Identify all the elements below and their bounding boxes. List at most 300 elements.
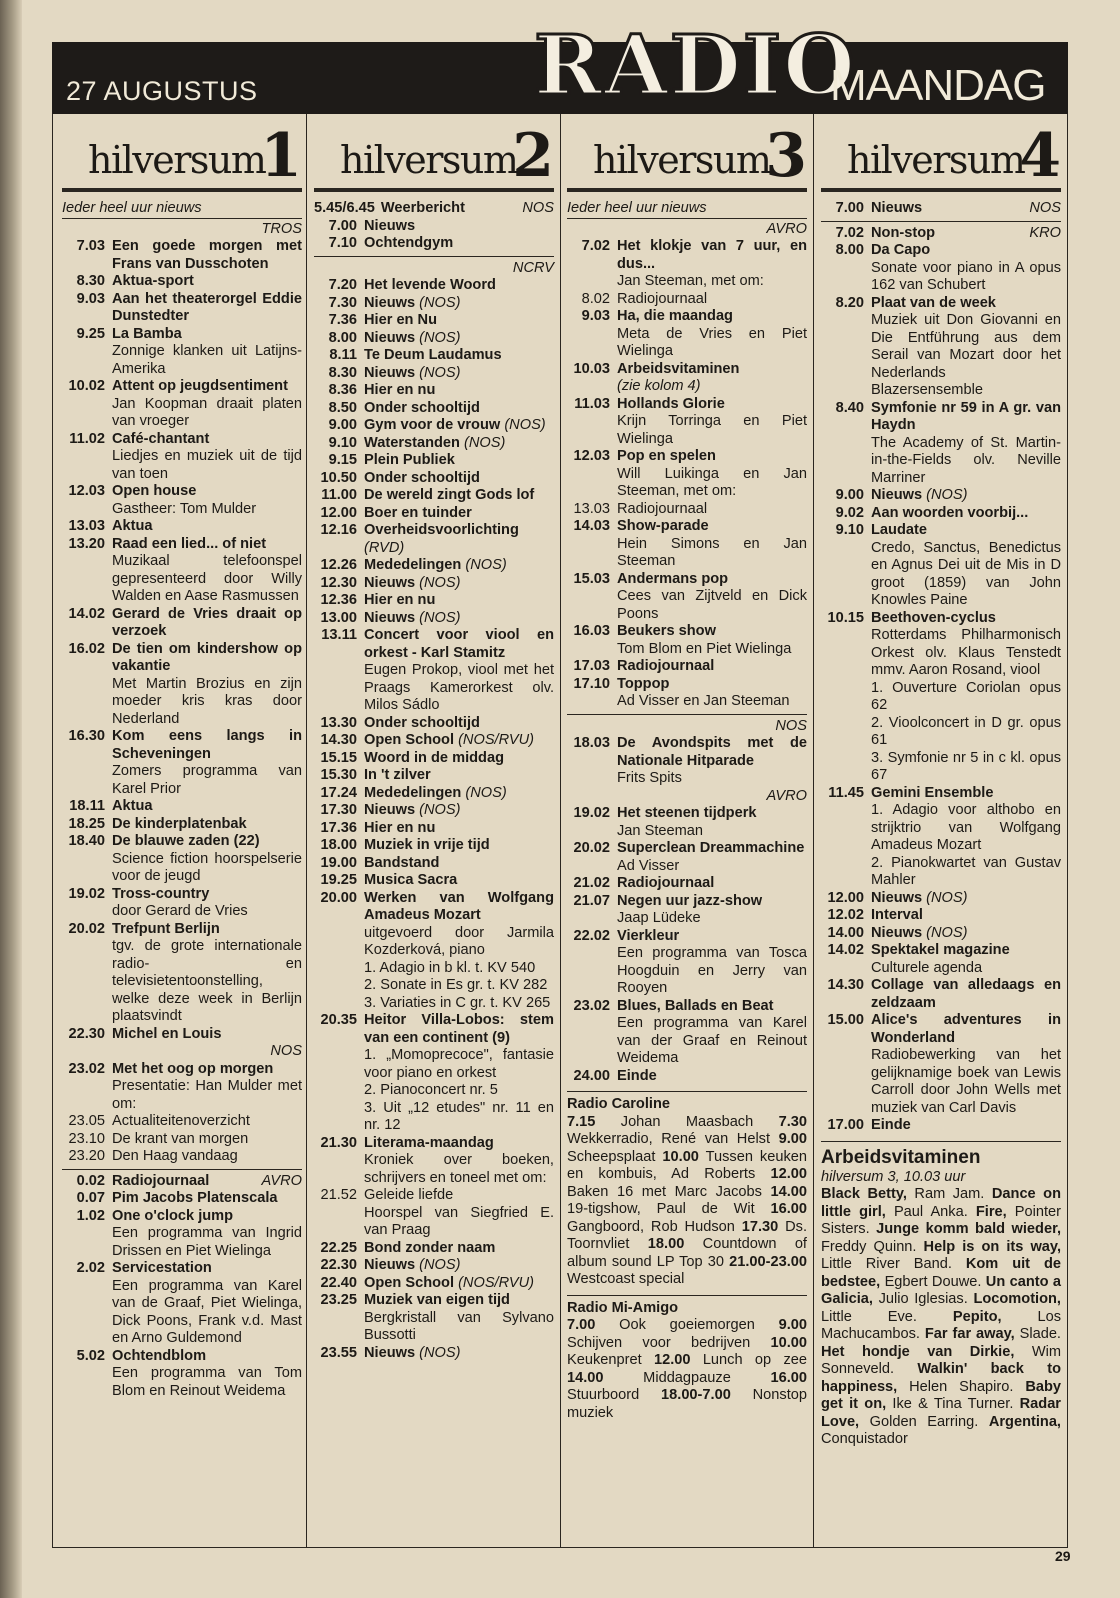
program-item [567,658,807,676]
program-time: 1.02 [76,1207,105,1224]
program-content [112,1148,302,1166]
program-content [617,893,807,928]
program-time: 22.30 [68,1025,105,1042]
program-content [112,641,302,729]
program-item [567,735,807,788]
program-content [364,470,554,488]
program-time: 9.00 [328,417,357,433]
station-name: hilversum [340,138,518,182]
program-description: Hein Simons en Jan Steeman [617,535,807,569]
program-time: 5.45/6.45 [314,200,375,216]
program-title: De Avondspits met de Nationale Hitparade [617,735,807,769]
program-item [314,435,554,453]
program-title: Mededelingen [364,784,462,801]
program-item [821,890,1061,908]
program-description: The Academy of St. Martin-in-the-Fields olv. Neville Marriner [871,434,1061,486]
program-title: Café-chantant [112,430,210,447]
program-title: Met het oog op morgen [112,1060,274,1077]
text-segment: Little River Band. [821,1256,966,1272]
program-title: Boer en tuinder [364,504,472,521]
program-item [314,365,554,383]
program-item [567,623,807,658]
program-description: Sonate voor piano in A opus 162 van Schubert [871,259,1061,293]
program-content [112,483,302,518]
program-content [617,308,807,361]
program-time: 19.00 [320,854,357,871]
program-content [617,735,807,788]
bold-segment: 10.00 [770,1334,807,1351]
program-content [364,820,554,838]
program-description: Muziek uit Don Giovanni en Die Entführung aus dem Serail van Mozart door het Nederlands Blazersensemble [871,312,1061,398]
program-time: 17.30 [320,802,357,818]
program-title: Gerard de Vries draait op verzoek [112,605,302,639]
program-item [62,798,302,816]
program-item [314,200,554,218]
program-title: Aan het theaterorgel Eddie Dunstedter [112,290,302,324]
program-item [314,837,554,855]
program-item [62,1131,302,1149]
program-time: 7.36 [328,312,357,328]
program-title: Hier en nu [364,592,436,608]
program-item [314,330,554,348]
program-time: 0.02 [76,1172,105,1189]
program-title: Servicestation [112,1260,212,1276]
program-broadcaster: (NOS) [419,294,461,311]
column-header [567,118,807,192]
page-number: 29 [1055,1548,1071,1564]
column-hilversum-1 [62,118,302,1400]
program-time: 13.30 [320,714,357,731]
program-title: Geleide liefde [364,1187,454,1203]
program-title: Show-parade [617,518,709,534]
program-time: 8.36 [328,382,357,398]
bold-segment: Pepito, [952,1308,1002,1325]
text-segment: 19-tigshow, Paul de Wit [567,1201,771,1217]
program-title: Michel en Louis [112,1025,222,1042]
program-item [62,1190,302,1208]
program-description: Frits Spits [617,770,682,786]
program-broadcaster: (NOS) [926,889,968,906]
program-content [617,518,807,571]
text-segment: Gangboord, Rob Hudson [567,1218,742,1235]
program-title: Kom eens langs in Scheveningen [112,728,302,762]
bold-segment: Junge komm bald wieder, [876,1221,1061,1237]
block-title: Radio Mi-Amigo [567,1299,679,1316]
program-time: 8.30 [328,364,357,381]
station-number: 4 [1019,121,1061,191]
program-time: 12.26 [320,557,357,573]
program-description: Een programma van Ingrid Drissen en Piet Wielinga [112,1225,302,1259]
program-title: Nieuws [871,889,923,906]
text-segment: Little Eve. [821,1308,953,1325]
program-time: 10.03 [573,360,610,377]
program-content [617,840,807,875]
program-title: Nieuws [364,217,416,234]
bold-segment: 14.00 [567,1369,604,1386]
program-time: 17.36 [320,819,357,836]
program-item [62,378,302,431]
program-time: 23.05 [68,1113,105,1129]
column-divider [813,114,814,1548]
program-time: 7.03 [76,238,105,254]
program-item [62,238,302,273]
program-title: Nieuws [364,329,416,346]
program-piece: 2. Pianoconcert nr. 5 [364,1082,498,1098]
broadcaster-inline: NOS [1029,200,1061,216]
program-content [364,872,554,890]
news-note: Ieder heel uur nieuws [62,200,302,219]
block-subtitle: hilversum 3, 10.03 uur [821,1168,966,1185]
program-content [617,238,807,291]
program-description: door Gerard de Vries [112,903,248,919]
program-time: 18.40 [68,833,105,849]
program-title: Weerbericht [380,200,465,216]
text-segment: Wekkerradio, René van Helst [567,1131,779,1147]
program-time: 21.52 [320,1187,357,1203]
bold-segment: Black Betty, [821,1186,907,1202]
bold-segment: Baby get it on, [821,1378,1061,1412]
bold-segment: 17.30 [741,1218,779,1235]
program-title: Het levende Woord [364,277,496,293]
text-segment: Wim Sonneveld. [821,1343,1061,1377]
program-item [314,855,554,873]
text-segment: Westcoast special [567,1271,685,1287]
program-title: Interval [871,907,923,923]
program-title: Beukers show [617,623,716,639]
column-header [821,118,1061,192]
program-content [364,452,554,470]
program-content [112,886,302,921]
program-title: Te Deum Laudamus [364,347,502,363]
program-content [871,295,1061,400]
program-content [112,728,302,798]
program-time: 8.00 [835,242,864,258]
program-time: 16.30 [68,728,105,744]
program-item [821,522,1061,610]
program-item [314,610,554,628]
program-content [364,330,554,348]
program-item [821,295,1061,400]
program-item [567,1068,807,1086]
program-description: Eugen Prokop, viool met het Praags Kamerorkest olv. Milos Sádlo [364,662,554,713]
divider [62,1169,302,1170]
program-time: 20.35 [320,1012,357,1028]
program-content [617,501,807,519]
program-time: 2.02 [76,1260,105,1276]
program-time: 13.11 [321,627,357,643]
program-title: Ochtendgym [364,235,454,251]
bold-segment: Locomotion, [973,1291,1061,1307]
program-description: Een programma van Karel van der Graaf en Reinout Weidema [617,1015,807,1066]
program-time: 16.02 [68,640,105,657]
program-title: Symfonie nr 59 in A gr. van Haydn [871,399,1061,433]
program-description: Ad Visser en Jan Steeman [617,693,790,709]
program-content [112,518,302,536]
program-time: 11.45 [828,784,864,801]
program-time: 0.07 [76,1190,105,1206]
program-content [364,312,554,330]
program-title: Einde [617,1067,657,1084]
program-item [62,816,302,834]
program-title: Aan woorden voorbij... [871,504,1029,521]
program-broadcaster: (NOS) [419,364,461,381]
program-piece: 2. Pianokwartet van Gustav Mahler [871,854,1061,888]
program-item [314,470,554,488]
program-time: 18.00 [320,837,357,853]
program-title: Aktua [112,518,153,534]
broadcaster-label: AVRO [766,787,807,804]
program-item [567,998,807,1068]
divider [567,714,807,715]
program-broadcaster: (NOS) [504,417,546,433]
news-note: Ieder heel uur nieuws [567,200,807,219]
program-title: Laudate [871,522,927,538]
program-title: Een goede morgen met Frans van Dusschoten [112,238,302,272]
text-segment: Countdown of album sound LP Top 30 [567,1236,807,1270]
program-title: Het klokje van 7 uur, en dus... [617,238,807,272]
program-item [314,627,554,715]
program-content [364,487,554,505]
bold-segment: 16.00 [770,1369,807,1386]
program-time: 7.20 [328,277,357,293]
program-title: Nieuws [364,574,416,591]
program-description: Ad Visser [617,857,680,874]
text-segment: Paul Anka. [885,1203,976,1220]
program-content [364,522,554,557]
program-broadcaster: (NOS) [419,1344,461,1361]
program-title: Bond zonder naam [364,1239,496,1256]
program-time: 8.02 [581,290,610,307]
program-content [617,623,807,658]
program-title: La Bamba [112,325,182,342]
program-time: 23.10 [68,1130,105,1147]
program-description: Cees van Zijtveld en Dick Poons [617,588,807,622]
program-item [314,715,554,733]
program-time: 9.15 [328,452,357,468]
program-content [364,400,554,418]
program-time: 12.00 [320,504,357,521]
program-time: 19.02 [573,805,610,821]
program-content [364,347,554,365]
column-divider [560,114,561,1548]
program-title: Blues, Ballads en Beat [617,997,774,1014]
program-time: 12.00 [827,889,864,906]
block-title: Radio Caroline [567,1096,670,1112]
program-item [821,487,1061,505]
program-item [62,833,302,886]
program-time: 21.30 [320,1134,357,1151]
info-block [567,1091,807,1289]
program-description: Muzikaal telefoonspel gepresenteerd door Willy Walden en Aase Rasmussen [112,553,302,604]
program-description: Gastheer: Tom Mulder [112,500,257,517]
program-title: De krant van morgen [112,1130,249,1147]
program-title: Tross-country [112,885,210,902]
program-item [821,907,1061,925]
program-item [821,242,1061,295]
program-content [364,767,554,785]
program-item [62,326,302,379]
program-title: Vierkleur [617,927,680,944]
program-broadcaster: (NOS) [419,574,461,591]
bold-segment: Dance on little girl, [821,1186,1062,1220]
program-title: One o'clock jump [112,1207,234,1224]
program-item [567,448,807,501]
program-time: 12.03 [573,448,610,464]
program-content [364,750,554,768]
program-time: 7.30 [328,294,357,311]
station-name: hilversum [847,138,1025,182]
program-content [617,676,807,711]
header-section-title: RADIO [534,18,857,114]
broadcaster-label: NCRV [512,259,554,276]
program-description: Krijn Torringa en Piet Wielinga [617,413,807,447]
program-item [567,840,807,875]
program-description: Met Martin Brozius en zijn moeder kris kras door Nederland [112,675,302,727]
program-broadcaster: (NOS) [465,557,507,573]
program-item [62,1148,302,1166]
program-piece: 2. Vioolconcert in D gr. opus 61 [871,714,1061,748]
program-time: 15.03 [573,570,610,587]
text-segment: Stuurboord [567,1387,662,1403]
program-title: Heitor Villa-Lobos: stem van een continent (9) [364,1012,554,1046]
program-title: Het steenen tijdperk [617,805,757,821]
bold-segment: 14.00 [770,1183,807,1200]
program-item [314,785,554,803]
program-description: Een programma van Karel van de Graaf, Piet Wielinga, Dick Poons, Frank v.d. Mast en Arno Guldemond [112,1277,302,1346]
program-content [364,365,554,383]
program-content [871,400,1061,488]
program-title: Attent op jeugdsentiment [112,378,288,394]
program-content [112,238,302,273]
program-item [567,676,807,711]
program-description: Science fiction hoorspelserie voor de jeugd [112,850,302,884]
program-time: 19.02 [68,885,105,902]
program-time: 17.03 [573,658,610,674]
program-content [112,606,302,641]
program-time: 14.02 [68,605,105,622]
program-content [364,837,554,855]
program-title: Superclean Dreammachine [617,840,805,856]
magazine-binding [0,0,22,1598]
program-time: 18.03 [573,735,610,751]
text-segment: Egbert Douwe. [880,1273,986,1290]
text-segment: Julio Iglesias. [872,1291,974,1307]
program-time: 22.30 [320,1257,357,1273]
program-content [364,1292,554,1345]
program-time: 12.03 [68,483,105,499]
program-item [62,431,302,484]
program-content [617,658,807,676]
text-segment: Ram Jam. [906,1186,992,1202]
program-title: Pim Jacobs Platenscala [112,1190,278,1206]
program-content [617,805,807,840]
program-content [364,1257,554,1275]
program-title: Nieuws [364,1344,416,1361]
program-time: 20.02 [68,920,105,937]
program-title: Den Haag vandaag [112,1148,238,1164]
program-time: 9.25 [76,325,105,342]
bold-segment: Kom uit de bedstee, [821,1256,1061,1290]
program-piece: 3. Uit „12 etudes" nr. 11 en nr. 12 [364,1099,554,1133]
program-title: Arbeidsvitaminen [617,360,740,377]
program-item [314,400,554,418]
program-content [617,1068,807,1086]
station-number: 3 [765,121,807,191]
text-segment: Slade. [1014,1326,1061,1342]
station-number: 1 [260,121,302,191]
program-description: Jan Koopman draait platen van vroeger [112,395,302,429]
program-title: Nieuws [871,924,923,941]
program-content [364,1240,554,1258]
program-item [821,225,1061,243]
program-item [314,1240,554,1258]
program-content [364,785,554,803]
program-title: Concert voor viool en orkest - Karl Stamitz [364,627,554,661]
program-title: Gemini Ensemble [871,784,994,801]
info-block [567,1295,807,1423]
program-item [567,308,807,361]
program-content [364,855,554,873]
program-item [314,750,554,768]
program-content [364,627,554,715]
program-piece: 2. Sonate in Es gr. t. KV 282 [364,977,548,993]
program-content [112,1190,302,1208]
program-time: 23.55 [320,1344,357,1361]
bold-segment: 12.00 [653,1352,691,1368]
program-content [871,225,1061,243]
program-item [567,893,807,928]
program-content [617,875,807,893]
program-broadcaster: (NOS/RVU) [458,732,535,748]
program-title: Open house [112,483,197,499]
program-description: Hoorspel van Siegfried E. van Praag [364,1204,554,1238]
program-item [62,886,302,921]
program-title: Nieuws [871,200,923,216]
program-title: Alice's adventures in Wonderland [871,1012,1061,1046]
program-title: De blauwe zaden (22) [112,833,260,849]
program-title: Einde [871,1117,911,1133]
program-content [364,575,554,593]
program-content [364,592,554,610]
program-content [112,1113,302,1131]
program-item [821,505,1061,523]
program-time: 7.02 [581,238,610,254]
program-time: 7.00 [328,217,357,234]
program-item [62,1208,302,1261]
program-content [112,1173,302,1191]
divider [821,221,1061,222]
program-title: Radiojournaal [617,658,715,674]
program-item [567,805,807,840]
program-description: tgv. de grote internationale radio- en televisietentoonstelling, welke deze week in Berlijn plaatsvindt [112,938,302,1024]
program-item [62,641,302,729]
program-item [314,295,554,313]
program-title: Negen uur jazz-show [617,892,763,909]
program-content [617,571,807,624]
program-item [314,802,554,820]
program-content [364,732,554,750]
program-title: Toppop [617,675,670,692]
program-content [364,505,554,523]
text-segment: Schijven voor bedrijven [567,1334,771,1351]
program-item [62,291,302,326]
program-time: 7.00 [835,200,864,216]
block-body [567,1317,807,1422]
station-name: hilversum [593,138,771,182]
program-time: 20.00 [320,889,357,906]
program-title: Nieuws [364,364,416,381]
program-time: 21.07 [573,892,610,909]
